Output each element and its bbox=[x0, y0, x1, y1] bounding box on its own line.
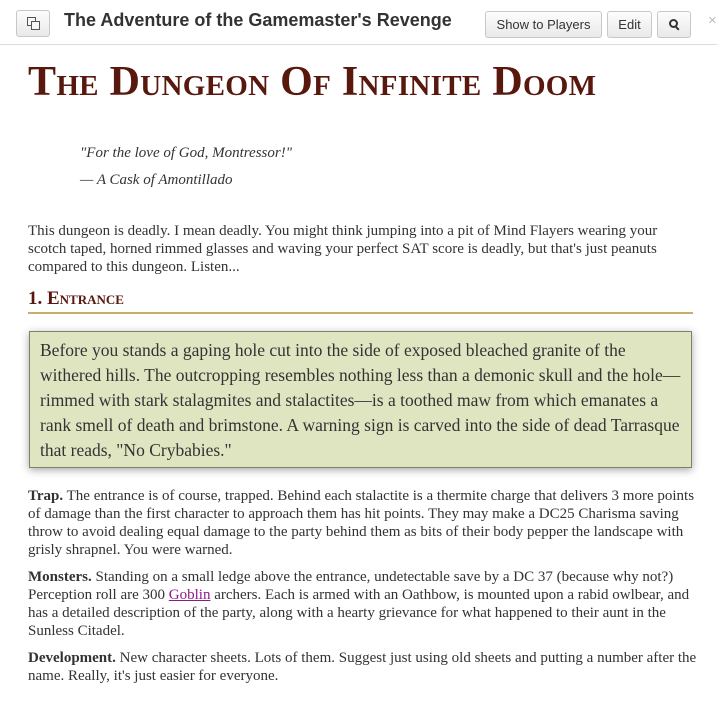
search-button[interactable] bbox=[657, 11, 691, 38]
document-title: The Adventure of the Gamemaster's Revenge bbox=[64, 10, 452, 30]
monsters-paragraph bbox=[28, 568, 698, 640]
epigraph-attribution: — A Cask of Amontillado bbox=[80, 172, 233, 188]
development-paragraph bbox=[28, 649, 698, 685]
goblin-link[interactable]: Goblin bbox=[168, 587, 211, 603]
close-icon[interactable]: × bbox=[708, 12, 717, 29]
show-to-players-button[interactable]: Show to Players bbox=[485, 11, 602, 38]
read-aloud-box: Before you stands a gaping hole cut into the side of exposed bleached granite of the withered hills. The outcropping resembles nothing less than a demonic skull and the hole—rimmed with stark stalagmites and stalactites—is a toothed maw from which emanates a rank smell of death and brimstone. A warning sign is carved into the side of dead Tarrasque that reads, "No Crybabies." bbox=[29, 331, 692, 468]
monsters-label: Monsters. bbox=[28, 569, 92, 585]
page-title: The Dungeon Of Infinite Doom bbox=[28, 59, 597, 105]
epigraph-quote: "For the love of God, Montressor!" bbox=[80, 145, 293, 161]
toolbar bbox=[0, 0, 717, 45]
trap-label: Trap. bbox=[28, 488, 64, 504]
trap-paragraph bbox=[28, 487, 698, 559]
development-text: New character sheets. Lots of them. Suggest just using old sheets and putting a number after the name. Really, it's just easier for everyone. bbox=[28, 650, 697, 684]
intro-paragraph: This dungeon is deadly. I mean deadly. You might think jumping into a pit of Mind Flayers wearing your scotch taped, horned rimmed glasses and waving your perfect SAT score is deadly, but that's just peanuts compared to this dungeon. Listen... bbox=[28, 223, 658, 275]
copy-icon bbox=[27, 17, 39, 29]
development-label: Development. bbox=[28, 650, 116, 666]
monsters-text-after: archers. Each is armed with an Oathbow, is mounted upon a rabid owlbear, and has a detailed description of the party, along with a hearty grievance for what happened to their aunt in the Sunless Citadel. bbox=[28, 587, 690, 639]
epigraph bbox=[80, 140, 292, 194]
monsters-text-before: Standing on a small ledge above the entrance, undetectable save by a DC 37 (because why not?) Perception roll are 300 bbox=[28, 569, 674, 603]
edit-button[interactable]: Edit bbox=[607, 11, 652, 38]
trap-text: The entrance is of course, trapped. Behind each stalactite is a thermite charge that delivers 3 more points of damage than the first character to approach them has hit points. They may make a DC25 Charisma saving throw to avoid dealing equal damage to the party behind them as bits of their body pepper the landscape with grisly shrapnel. You were warned. bbox=[28, 488, 695, 558]
copy-button[interactable] bbox=[16, 10, 50, 37]
section-heading-entrance: 1. Entrance bbox=[28, 288, 693, 314]
search-icon bbox=[669, 19, 680, 30]
